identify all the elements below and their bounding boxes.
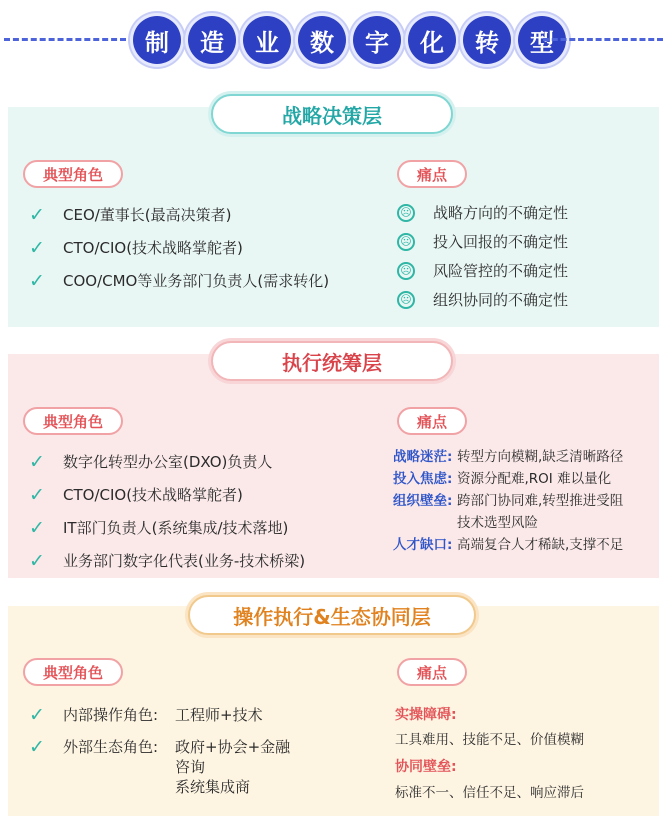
section-title: 执行统筹层 xyxy=(211,341,453,381)
header-title xyxy=(133,16,566,64)
section-execution xyxy=(8,350,659,578)
pains-list xyxy=(393,446,623,556)
pain-heading: 实操障碍: xyxy=(395,707,457,723)
pains-list xyxy=(397,198,568,314)
title-char: 化 xyxy=(408,16,456,64)
list-item: 投入焦虑: 资源分配难,ROI 难以量化 xyxy=(393,471,612,487)
pain-tag: 痛点 xyxy=(397,407,467,435)
sad-face-icon: ☹ xyxy=(397,204,415,222)
title-char: 数 xyxy=(298,16,346,64)
pain-tag: 痛点 xyxy=(397,658,467,686)
list-item: ✓ COO/CMO等业务部门负责人(需求转化) xyxy=(29,270,330,292)
list-item: 技术选型风险 xyxy=(457,515,538,531)
roles-list xyxy=(29,205,329,291)
pain-text: 标准不一、信任不足、响应滞后 xyxy=(395,785,584,801)
list-item: ☹ 组织协同的不确定性 xyxy=(397,285,568,314)
section-title: 战略决策层 xyxy=(211,94,453,134)
roles-list xyxy=(29,452,305,571)
title-char: 造 xyxy=(188,16,236,64)
check-icon: ✓ xyxy=(29,270,45,292)
roles-tag: 典型角色 xyxy=(23,160,123,188)
sad-face-icon: ☹ xyxy=(397,291,415,309)
check-icon: ✓ xyxy=(29,550,45,572)
roles-tag: 典型角色 xyxy=(23,407,123,435)
title-char: 转 xyxy=(463,16,511,64)
list-item: ✓ 业务部门数字化代表(业务-技术桥梁) xyxy=(29,550,306,572)
list-item: ☹ 投入回报的不确定性 xyxy=(397,227,568,256)
check-icon: ✓ xyxy=(29,517,45,539)
list-item: ✓ 外部生态角色: 政府+协会+金融 咨询 系统集成商 xyxy=(29,736,291,796)
list-item: ✓ CTO/CIO(技术战略掌舵者) xyxy=(29,237,243,259)
page-header xyxy=(0,14,668,66)
list-item: ✓ 数字化转型办公室(DXO)负责人 xyxy=(29,451,273,473)
list-item: ✓ CEO/董事长(最高决策者) xyxy=(29,204,232,226)
pain-heading: 协同壁垒: xyxy=(395,759,457,775)
pain-tag: 痛点 xyxy=(397,160,467,188)
title-char: 字 xyxy=(353,16,401,64)
sad-face-icon: ☹ xyxy=(397,233,415,251)
section-title: 操作执行&生态协同层 xyxy=(188,595,476,635)
list-item: ☹ 风险管控的不确定性 xyxy=(397,256,568,285)
title-char: 型 xyxy=(518,16,566,64)
list-item: 组织壁垒: 跨部门协同难,转型推进受阻 xyxy=(393,493,624,509)
pain-text: 工具难用、技能不足、价值模糊 xyxy=(395,732,584,748)
list-item: 战略迷茫: 转型方向模糊,缺乏清晰路径 xyxy=(393,449,624,465)
list-item: 人才缺口: 高端复合人才稀缺,支撑不足 xyxy=(393,537,624,553)
sad-face-icon: ☹ xyxy=(397,262,415,280)
list-item: ✓ CTO/CIO(技术战略掌舵者) xyxy=(29,484,243,506)
check-icon: ✓ xyxy=(29,704,45,726)
title-char: 业 xyxy=(243,16,291,64)
check-icon: ✓ xyxy=(29,484,45,506)
section-strategy xyxy=(8,103,659,327)
list-item: ☹ 战略方向的不确定性 xyxy=(397,198,568,227)
list-item: ✓ IT部门负责人(系统集成/技术落地) xyxy=(29,517,289,539)
list-item: ✓ 内部操作角色: 工程师+技术 xyxy=(29,704,263,726)
roles-list xyxy=(29,705,290,797)
title-char: 制 xyxy=(133,16,181,64)
check-icon: ✓ xyxy=(29,237,45,259)
roles-tag: 典型角色 xyxy=(23,658,123,686)
check-icon: ✓ xyxy=(29,204,45,226)
header-right-dashes xyxy=(543,38,663,41)
header-left-dashes xyxy=(4,38,126,41)
section-operation xyxy=(8,606,659,816)
check-icon: ✓ xyxy=(29,451,45,473)
check-icon: ✓ xyxy=(29,736,45,758)
